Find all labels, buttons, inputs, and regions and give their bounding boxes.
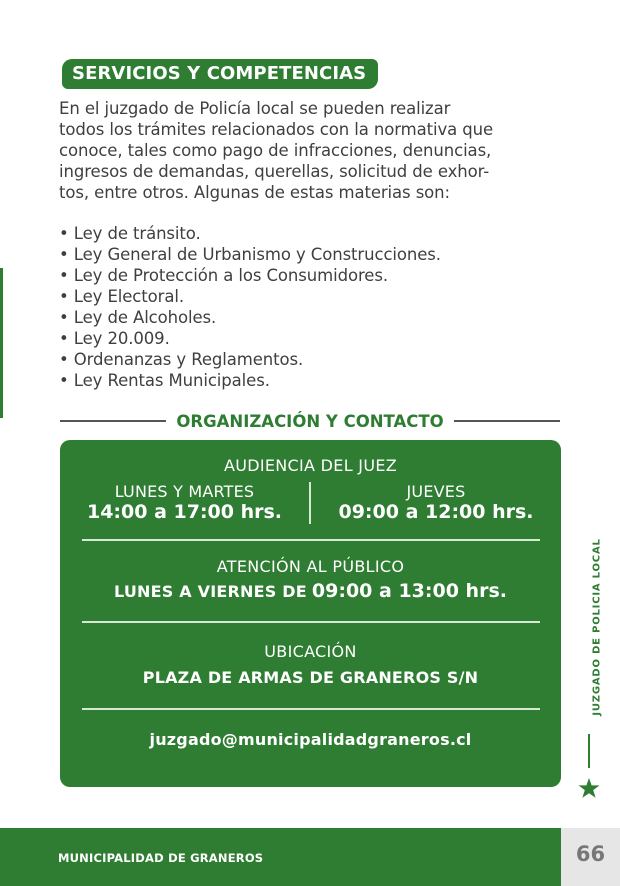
- side-line: [588, 734, 590, 768]
- list-item: • Ley de Protección a los Consumidores.: [59, 265, 441, 286]
- contact-card: [60, 440, 561, 787]
- atencion-label: ATENCIÓN AL PÚBLICO: [216, 557, 405, 576]
- side-label: [590, 537, 604, 717]
- heading-rule-left: [60, 420, 166, 422]
- audiencia-right-days: JUEVES: [406, 482, 466, 501]
- footer-bar: [0, 828, 561, 886]
- audiencia-label: AUDIENCIA DEL JUEZ: [223, 456, 398, 475]
- atencion-hours: [60, 580, 561, 602]
- audiencia-right: [311, 483, 561, 524]
- intro-line: En el juzgado de Policía local se pueden realizar: [59, 99, 451, 118]
- card-divider: [82, 539, 540, 541]
- intro-line: todos los trámites relacionados con la normativa que: [59, 120, 494, 139]
- audiencia-right-time: 09:00 a 12:00 hrs.: [338, 501, 534, 523]
- section-title: SERVICIOS Y COMPETENCIAS: [62, 59, 378, 89]
- audiencia-left-time: 14:00 a 17:00 hrs.: [86, 501, 283, 523]
- list-item: • Ley 20.009.: [59, 328, 441, 349]
- list-item: • Ley General de Urbanismo y Construcciones.: [59, 244, 441, 265]
- page-number: 66: [575, 842, 606, 866]
- ubicacion-address: PLAZA DE ARMAS DE GRANEROS S/N: [142, 668, 479, 687]
- side-label-text: JUZGADO DE POLICIA LOCAL: [591, 538, 603, 716]
- list-item: • Ley de Alcoholes.: [59, 307, 441, 328]
- list-item: • Ley Electoral.: [59, 286, 441, 307]
- audiencia-left-days: LUNES Y MARTES: [114, 482, 255, 501]
- atencion-time: 09:00 a 13:00 hrs.: [311, 580, 507, 602]
- ubicacion-label: UBICACIÓN: [264, 642, 357, 661]
- card-divider: [82, 708, 540, 710]
- intro-paragraph: [59, 98, 564, 203]
- footer-org: MUNICIPALIDAD DE GRANEROS: [58, 851, 264, 865]
- page-number-box: [561, 828, 620, 886]
- card-divider: [82, 621, 540, 623]
- list-item: • Ley Rentas Municipales.: [59, 370, 441, 391]
- star-icon: [578, 778, 600, 800]
- org-heading-label: ORGANIZACIÓN Y CONTACTO: [176, 411, 444, 431]
- org-heading: [60, 410, 560, 432]
- intro-line: conoce, tales como pago de infracciones, denuncias,: [59, 141, 492, 160]
- list-item: • Ley de tránsito.: [59, 223, 441, 244]
- email-link[interactable]: juzgado@municipalidadgraneros.cl: [149, 730, 472, 749]
- intro-line: tos, entre otros. Algunas de estas materias son:: [59, 183, 450, 202]
- left-edge-strip: [0, 268, 3, 418]
- list-item: • Ordenanzas y Reglamentos.: [59, 349, 441, 370]
- email-line: [60, 730, 561, 749]
- heading-rule-right: [454, 420, 560, 422]
- law-list: [59, 223, 441, 391]
- atencion-days: LUNES A VIERNES DE: [114, 582, 307, 601]
- audiencia-left: [60, 483, 309, 524]
- ubicacion-address-line: [60, 668, 561, 687]
- intro-line: ingresos de demandas, querellas, solicitud de exhor-: [59, 162, 490, 181]
